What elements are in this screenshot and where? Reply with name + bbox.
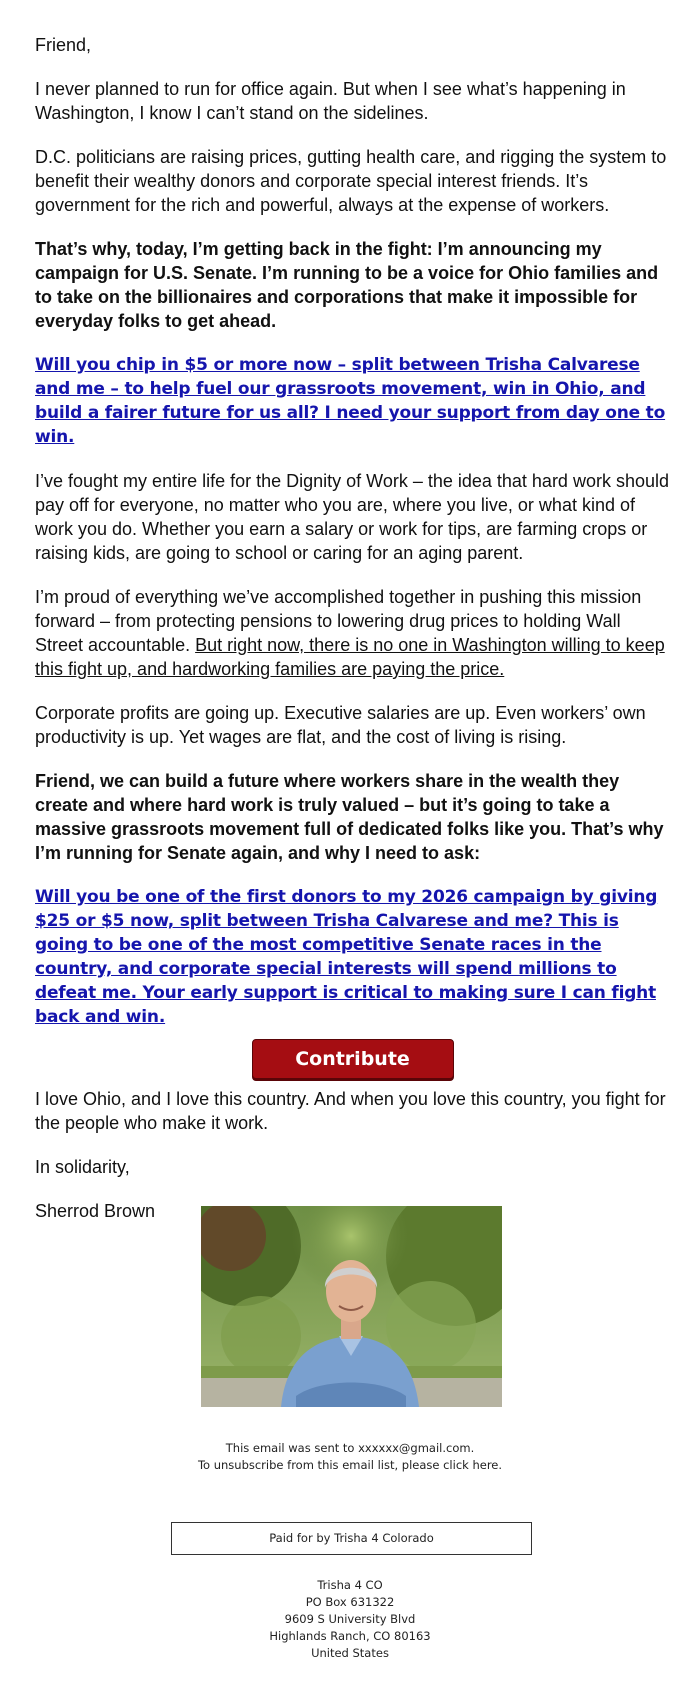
contribute-button[interactable]: Contribute bbox=[252, 1039, 454, 1079]
paragraph-intro: I never planned to run for office again. But when I see what’s happening in Washington, I know I can’t stand on the sidelines. bbox=[35, 79, 626, 123]
address-line: Highlands Ranch, CO 80163 bbox=[269, 1629, 431, 1643]
sent-to-text: This email was sent to xxxxxx@gmail.com. bbox=[225, 1441, 475, 1455]
paragraph-build-future: Friend, we can build a future where workers share in the wealth they create and where hard work is truly valued – but it’s going to take a massive grassroots movement full of dedicated folks like you. That’s why I’m running for Senate again, and why I need to ask: bbox=[35, 771, 664, 863]
address-line: United States bbox=[311, 1646, 389, 1660]
paragraph-dignity-of-work: I’ve fought my entire life for the Dignity of Work – the idea that hard work should pay off for everyone, no matter who you are, where you live, or what kind of work you do. Whether you earn a salary or work for tips, are farming crops or raising kids, are going to school or caring for an aging parent. bbox=[35, 471, 669, 563]
footer-notice bbox=[0, 1440, 700, 1474]
unsubscribe-link[interactable]: To unsubscribe from this email list, please click here. bbox=[197, 1458, 503, 1472]
closing: In solidarity, bbox=[35, 1157, 130, 1177]
candidate-photo bbox=[201, 1206, 502, 1407]
paragraph-announcement: That’s why, today, I’m getting back in the fight: I’m announcing my campaign for U.S. Senate. I’m running to be a voice for Ohio families and to take on the billionaires and corporations that make it impossible for everyday folks to get ahead. bbox=[35, 239, 659, 331]
donate-link-first-donors[interactable]: Will you be one of the first donors to my 2026 campaign by giving $25 or $5 now, split between Trisha Calvarese and me? This is going to be one of the most competitive Senate races in the country, and corporate special interests will spend millions to defeat me. Your early support is critical to making sure I can fight back and win. bbox=[35, 887, 658, 1027]
email-body bbox=[35, 33, 670, 1223]
greeting: Friend, bbox=[35, 35, 92, 55]
signature: Sherrod Brown bbox=[35, 1201, 156, 1221]
address-line: 9609 S University Blvd bbox=[284, 1612, 416, 1626]
paragraph-proud bbox=[35, 585, 670, 681]
paragraph-proud-underlined: But right now, there is no one in Washington willing to keep this fight up, and hardworking families are paying the price. bbox=[35, 635, 665, 679]
paragraph-corporate-profits: Corporate profits are going up. Executive salaries are up. Even workers’ own productivity is up. Yet wages are flat, and the cost of living is rising. bbox=[35, 703, 646, 747]
address-line: PO Box 631322 bbox=[305, 1595, 395, 1609]
paragraph-dc-politicians: D.C. politicians are raising prices, gutting health care, and rigging the system to benefit their wealthy donors and corporate special interest friends. It’s government for the rich and powerful, always at the expense of workers. bbox=[35, 147, 667, 215]
address-line: Trisha 4 CO bbox=[317, 1578, 383, 1592]
paragraph-proud-text: I’m proud of everything we’ve accomplished together in pushing this mission forward – from protecting pensions to lowering drug prices to holding Wall Street accountable. bbox=[35, 587, 642, 655]
contribute-row bbox=[35, 1039, 670, 1079]
paid-for-box: Paid for by Trisha 4 Colorado bbox=[171, 1522, 532, 1555]
donate-link-chip-in[interactable]: Will you chip in $5 or more now – split between Trisha Calvarese and me – to help fuel our grassroots movement, win in Ohio, and build a fairer future for us all? I need your support from day one to win. bbox=[35, 355, 666, 447]
mailing-address bbox=[0, 1577, 700, 1662]
paragraph-love-ohio: I love Ohio, and I love this country. And when you love this country, you fight for the people who make it work. bbox=[35, 1089, 666, 1133]
